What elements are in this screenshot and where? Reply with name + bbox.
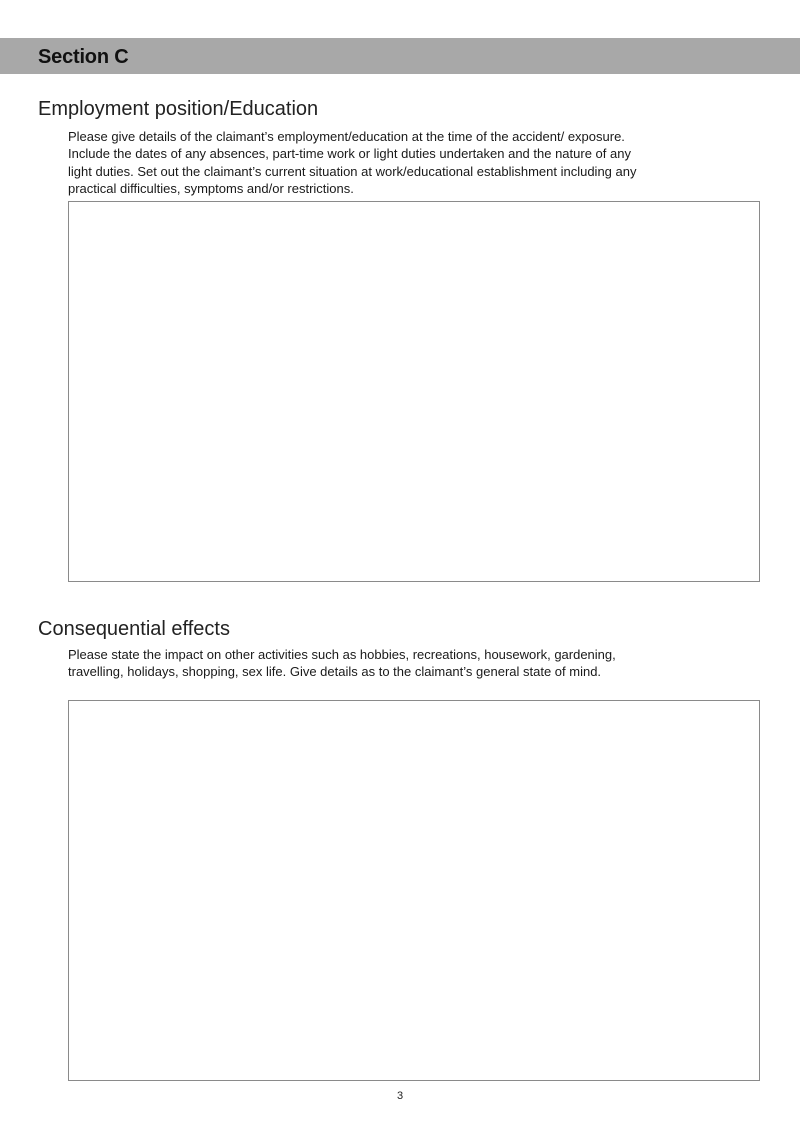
employment-instructions: Please give details of the claimant’s employment/education at the time of the accident/ exposure. Include the dates of any absences, part-time work or light duties undertaken and the nature of any light duties. Set out the claimant’s current situation at work/educational establishment including any practical difficulties, symptoms and/or restrictions. (68, 129, 637, 196)
consequential-effects-heading: Consequential effects (38, 618, 230, 640)
employment-answer-field[interactable] (68, 201, 760, 582)
section-title: Section C (38, 46, 129, 68)
page-number: 3 (396, 1090, 404, 1102)
section-header-bar (0, 38, 800, 74)
employment-heading: Employment position/Education (38, 98, 319, 120)
consequential-effects-answer-field[interactable] (68, 700, 760, 1081)
consequential-effects-instructions: Please state the impact on other activities such as hobbies, recreations, housework, gardening, travelling, holidays, shopping, sex life. Give details as to the claimant’s general state of mind. (68, 647, 616, 680)
